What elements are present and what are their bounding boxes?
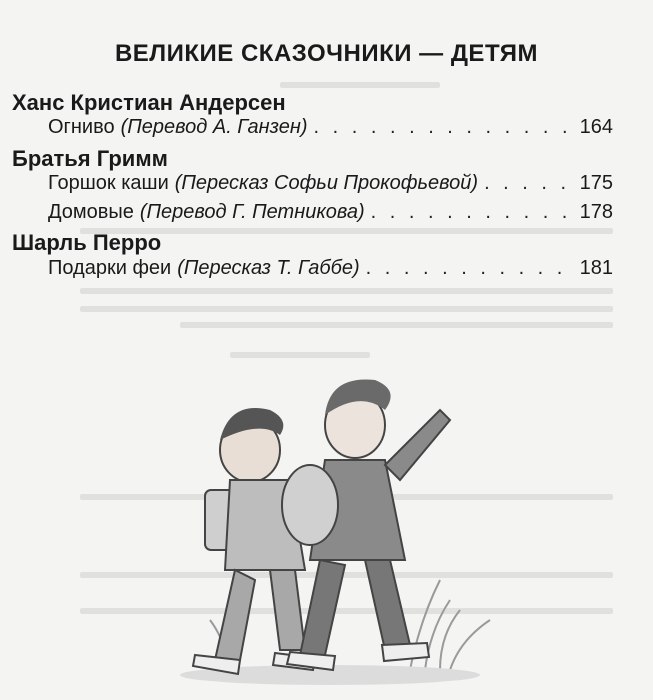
toc-entry[interactable] (48, 172, 613, 198)
dot-leader (484, 172, 574, 195)
story-title: Горшок каши (48, 172, 169, 194)
page-number: 164 (579, 116, 613, 138)
dot-leader (314, 116, 574, 139)
page-number: 175 (579, 172, 613, 194)
toc-entry[interactable] (48, 257, 613, 283)
author-heading: Шарль Перро (12, 230, 162, 255)
translator-note: (Пересказ Софьи Прокофьевой) (174, 172, 479, 194)
story-title: Огниво (48, 116, 115, 138)
story-title: Подарки феи (48, 257, 172, 279)
toc-entry[interactable] (48, 201, 613, 227)
page-number: 181 (579, 257, 613, 279)
translator-note: (Пересказ Т. Габбе) (177, 257, 360, 279)
hat-icon (282, 465, 338, 545)
contents-heading: ВЕЛИКИЕ СКАЗОЧНИКИ — ДЕТЯМ (114, 40, 539, 67)
dot-leader (371, 201, 574, 224)
dot-leader (366, 257, 574, 280)
bleed-through-line (80, 306, 613, 312)
boy-waving (282, 379, 450, 670)
two-boys-walking-illustration (150, 370, 510, 690)
page-number: 178 (579, 201, 613, 223)
bleed-through-line (230, 352, 370, 358)
toc-entry[interactable] (48, 116, 613, 142)
translator-note: (Перевод А. Ганзен) (120, 116, 308, 138)
bleed-through-line (280, 82, 440, 88)
author-heading: Ханс Кристиан Андерсен (12, 90, 286, 115)
bleed-through-line (180, 322, 613, 328)
translator-note: (Перевод Г. Петникова) (139, 201, 365, 223)
author-heading: Братья Гримм (12, 146, 168, 171)
bleed-through-line (80, 288, 613, 294)
story-title: Домовые (48, 201, 134, 223)
